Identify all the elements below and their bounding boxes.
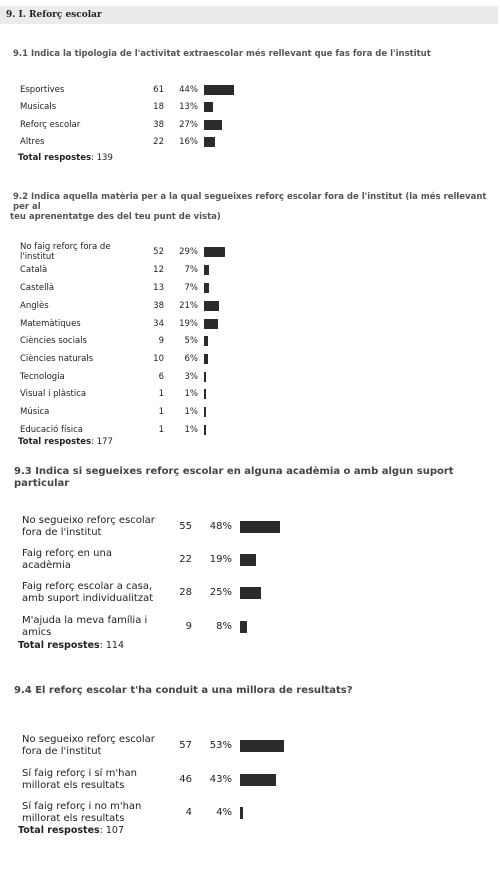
q4-total-value: : 107 bbox=[99, 825, 125, 836]
option-label bbox=[20, 85, 64, 95]
option-label-line: Anglès bbox=[20, 301, 49, 311]
response-percent: 4% bbox=[216, 807, 232, 818]
option-label-line: Reforç escolar bbox=[20, 120, 81, 130]
option-label bbox=[20, 265, 47, 275]
option-label bbox=[20, 242, 111, 262]
q4-total bbox=[18, 825, 124, 836]
option-label bbox=[22, 615, 147, 639]
percent-bar bbox=[240, 774, 276, 786]
q1-total bbox=[18, 153, 113, 163]
percent-bar bbox=[204, 120, 222, 130]
response-count: 18 bbox=[153, 102, 164, 112]
response-count: 9 bbox=[185, 621, 192, 632]
percent-bar bbox=[204, 407, 206, 417]
option-label-line: Català bbox=[20, 265, 48, 275]
response-percent: 7% bbox=[184, 283, 198, 293]
response-percent: 53% bbox=[209, 740, 232, 751]
response-percent: 43% bbox=[209, 774, 232, 785]
section-header bbox=[0, 6, 498, 24]
q2-total-label: Total respostes bbox=[18, 437, 92, 447]
response-count: 1 bbox=[158, 425, 164, 435]
response-count: 28 bbox=[179, 587, 192, 598]
percent-bar bbox=[204, 247, 225, 257]
q1-title: 9.1 Indica la tipologia de l'activitat extraescolar més rellevant que fas fora de l'institut bbox=[13, 49, 431, 59]
response-percent: 21% bbox=[179, 301, 198, 311]
q4-total-label: Total respostes bbox=[18, 825, 100, 836]
response-count: 52 bbox=[153, 247, 164, 257]
q3-total-value: : 114 bbox=[99, 640, 125, 651]
option-label-line: Ciències naturals bbox=[20, 354, 94, 364]
option-label-line: No faig reforç fora de bbox=[20, 242, 111, 252]
option-label bbox=[20, 301, 49, 311]
percent-bar bbox=[204, 372, 206, 382]
percent-bar bbox=[240, 807, 243, 819]
option-label-line: Castellà bbox=[20, 283, 55, 293]
q4-title: 9.4 El reforç escolar t'ha conduit a una millora de resultats? bbox=[14, 685, 353, 696]
option-label-line: M'ajuda la meva família i bbox=[22, 615, 148, 626]
option-label-line: Esportives bbox=[20, 85, 65, 95]
response-count: 6 bbox=[158, 372, 164, 382]
option-label bbox=[20, 283, 54, 293]
percent-bar bbox=[204, 389, 206, 399]
option-label-line: Sí faig reforç i no m'han bbox=[22, 801, 142, 812]
percent-bar bbox=[204, 85, 234, 95]
option-label-line: amb suport individualitzat bbox=[22, 593, 154, 604]
q2-title-line2: teu aprenentatge des del teu punt de vista) bbox=[10, 212, 221, 223]
response-percent: 27% bbox=[179, 120, 198, 130]
option-label-line: Faig reforç en una bbox=[22, 548, 112, 559]
option-label-line: l'institut bbox=[20, 252, 55, 262]
option-label-line: No segueixo reforç escolar bbox=[22, 734, 155, 745]
option-label-line: fora de l'institut bbox=[22, 527, 102, 538]
option-label-line: Sí faig reforç i sí m'han bbox=[22, 768, 137, 779]
q2-title bbox=[10, 192, 500, 223]
response-count: 1 bbox=[158, 407, 164, 417]
response-count: 22 bbox=[153, 137, 164, 147]
response-count: 10 bbox=[153, 354, 164, 364]
percent-bar bbox=[204, 319, 218, 329]
percent-bar bbox=[204, 102, 213, 112]
response-percent: 16% bbox=[179, 137, 198, 147]
q3-title: 9.3 Indica si segueixes reforç escolar en alguna acadèmia o amb algun suport particular bbox=[14, 466, 454, 489]
option-label bbox=[22, 801, 141, 825]
option-label-line: Tecnologia bbox=[20, 372, 65, 382]
q3-total bbox=[18, 640, 124, 651]
response-count: 55 bbox=[179, 521, 192, 532]
response-count: 34 bbox=[153, 319, 164, 329]
response-count: 4 bbox=[185, 807, 192, 818]
response-percent: 6% bbox=[184, 354, 198, 364]
option-label-line: Educació física bbox=[20, 425, 83, 435]
option-label-line: Música bbox=[20, 407, 50, 417]
response-percent: 1% bbox=[184, 407, 198, 417]
response-count: 12 bbox=[153, 265, 164, 275]
response-percent: 5% bbox=[184, 336, 198, 346]
response-percent: 25% bbox=[209, 587, 232, 598]
option-label bbox=[22, 548, 112, 572]
response-count: 9 bbox=[158, 336, 164, 346]
response-count: 38 bbox=[153, 301, 164, 311]
response-percent: 19% bbox=[179, 319, 198, 329]
option-label-line: amics bbox=[22, 627, 52, 638]
percent-bar bbox=[204, 425, 206, 435]
option-label bbox=[20, 102, 56, 112]
option-label-line: fora de l'institut bbox=[22, 746, 102, 757]
response-percent: 13% bbox=[179, 102, 198, 112]
option-label bbox=[20, 425, 83, 435]
response-count: 1 bbox=[158, 389, 164, 399]
response-percent: 3% bbox=[184, 372, 198, 382]
percent-bar bbox=[240, 521, 280, 533]
option-label bbox=[22, 768, 137, 792]
option-label-line: Visual i plàstica bbox=[20, 389, 87, 399]
percent-bar bbox=[204, 301, 219, 311]
percent-bar bbox=[240, 587, 261, 599]
response-count: 22 bbox=[179, 554, 192, 565]
percent-bar bbox=[204, 137, 215, 147]
option-label-line: Matemàtiques bbox=[20, 319, 81, 329]
response-percent: 48% bbox=[209, 521, 232, 532]
q2-total bbox=[18, 437, 113, 447]
option-label-line: millorat els resultats bbox=[22, 813, 125, 824]
response-percent: 44% bbox=[179, 85, 198, 95]
q2-title-line1: 9.2 Indica aquella matèria per a la qual segueixes reforç escolar fora de l'institut (la més rellevant per al bbox=[13, 192, 487, 213]
response-count: 13 bbox=[153, 283, 164, 293]
option-label-line: Faig reforç escolar a casa, bbox=[22, 581, 153, 592]
response-count: 61 bbox=[153, 85, 164, 95]
option-label-line: Ciències socials bbox=[20, 336, 87, 346]
option-label bbox=[20, 120, 80, 130]
option-label bbox=[20, 354, 93, 364]
percent-bar bbox=[204, 265, 209, 275]
option-label bbox=[22, 581, 153, 605]
percent-bar bbox=[240, 554, 256, 566]
option-label bbox=[20, 372, 65, 382]
percent-bar bbox=[240, 740, 284, 752]
option-label bbox=[20, 407, 49, 417]
option-label-line: Altres bbox=[20, 137, 45, 147]
option-label-line: Musicals bbox=[20, 102, 57, 112]
response-count: 46 bbox=[179, 774, 192, 785]
option-label bbox=[20, 319, 81, 329]
option-label bbox=[20, 137, 44, 147]
section-title: 9. I. Reforç escolar bbox=[6, 10, 102, 20]
percent-bar bbox=[240, 621, 247, 633]
option-label bbox=[22, 734, 155, 758]
response-percent: 29% bbox=[179, 247, 198, 257]
option-label-line: No segueixo reforç escolar bbox=[22, 515, 155, 526]
percent-bar bbox=[204, 354, 208, 364]
response-percent: 7% bbox=[184, 265, 198, 275]
option-label bbox=[20, 336, 87, 346]
response-percent: 8% bbox=[216, 621, 232, 632]
response-percent: 19% bbox=[209, 554, 232, 565]
option-label-line: acadèmia bbox=[22, 560, 71, 571]
q3-total-label: Total respostes bbox=[18, 640, 100, 651]
option-label bbox=[20, 389, 86, 399]
response-count: 57 bbox=[179, 740, 192, 751]
option-label bbox=[22, 515, 155, 539]
option-label-line: millorat els resultats bbox=[22, 780, 125, 791]
percent-bar bbox=[204, 283, 209, 293]
response-percent: 1% bbox=[184, 389, 198, 399]
response-count: 38 bbox=[153, 120, 164, 130]
percent-bar bbox=[204, 336, 208, 346]
response-percent: 1% bbox=[184, 425, 198, 435]
q1-total-value: : 139 bbox=[91, 153, 113, 163]
q2-total-value: : 177 bbox=[91, 437, 113, 447]
q1-total-label: Total respostes bbox=[18, 153, 92, 163]
